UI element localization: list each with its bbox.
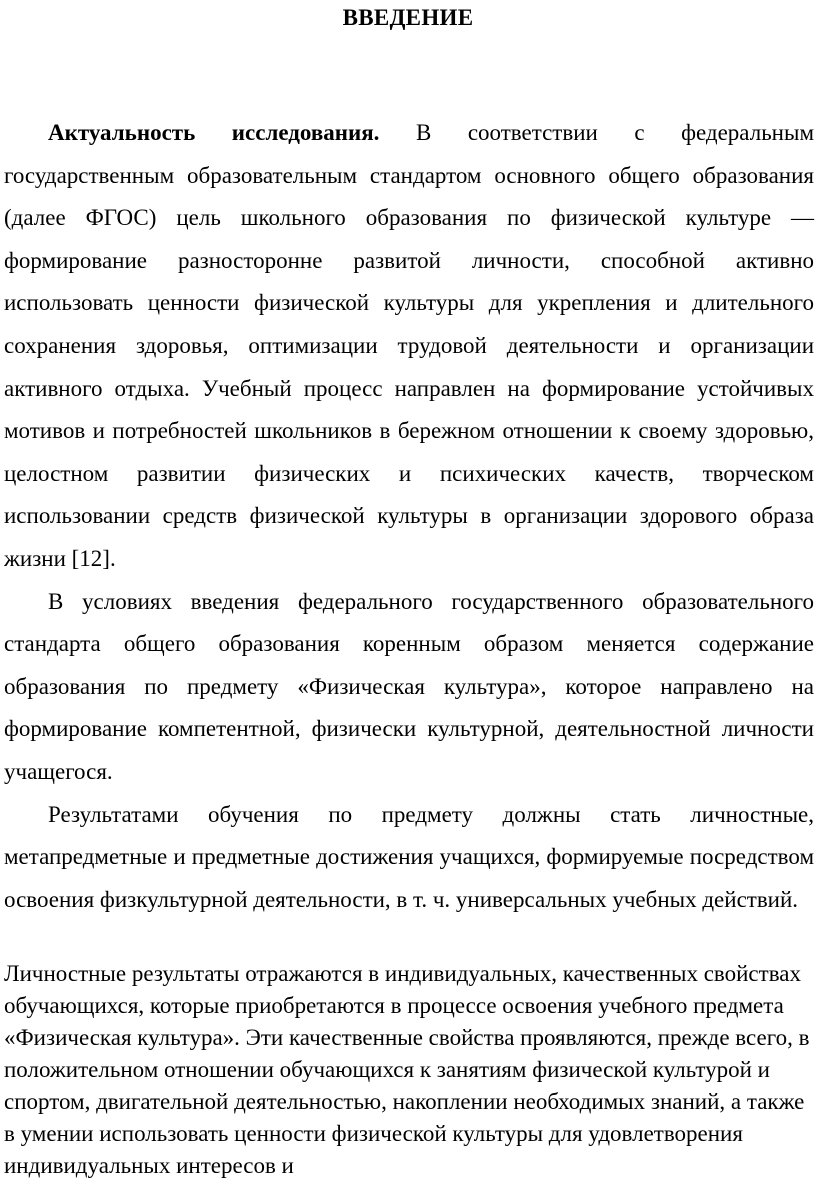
paragraph-text: Результатами обучения по предмету должны стать личностные, метапредметные и предметные достижения учащихся, формируемые посредством освоения физкультурной деятельности, в т. ч. универсальных учебных действий. [4, 801, 814, 912]
paragraph-relevance [4, 112, 814, 581]
paragraph-text: В условиях введения федерального государственного образовательного стандарта общего образования коренным образом меняется содержание образования по предмету «Физическая культура», которое направлено на формирование компетентной, физически культурной, деятельностной личности учащегося. [4, 588, 814, 784]
paragraph-lead: Актуальность исследования. [48, 120, 380, 145]
document-body [4, 112, 814, 921]
paragraph-personal-results [4, 958, 814, 1182]
paragraph-text: Личностные результаты отражаются в индивидуальных, качественных свойствах обучающихся, которые приобретаются в процессе освоения учебного предмета «Физическая культура». Эти качественные свойства проявляются, прежде всего, в положительном отношении обучающихся к занятиям физической культурой и спортом, двигательной деятельностью, накоплении необходимых знаний, а также в умении использовать ценности физической культуры для удовлетворения индивидуальных интересов и [4, 961, 810, 1178]
paragraph-text: В соответствии с федеральным государственным образовательным стандартом основного общего образования (далее ФГОС) цель школьного образования по физической культуре — формирование разносторонне развитой личности, способной активно использовать ценности физической культуры для укрепления и длительного сохранения здоровья, оптимизации трудовой деятельности и организации активного отдыха. Учебный процесс направлен на формирование устойчивых мотивов и потребностей школьников в бережном отношении к своему здоровью, целостном развитии физических и психических качеств, творческом использовании средств физической культуры в организации здорового образа жизни [12]. [4, 120, 814, 571]
page-title: ВВЕДЕНИЕ [342, 5, 474, 30]
paragraph-fgos-conditions [4, 581, 814, 794]
document-body-continued [4, 958, 814, 1182]
paragraph-learning-results [4, 794, 814, 922]
